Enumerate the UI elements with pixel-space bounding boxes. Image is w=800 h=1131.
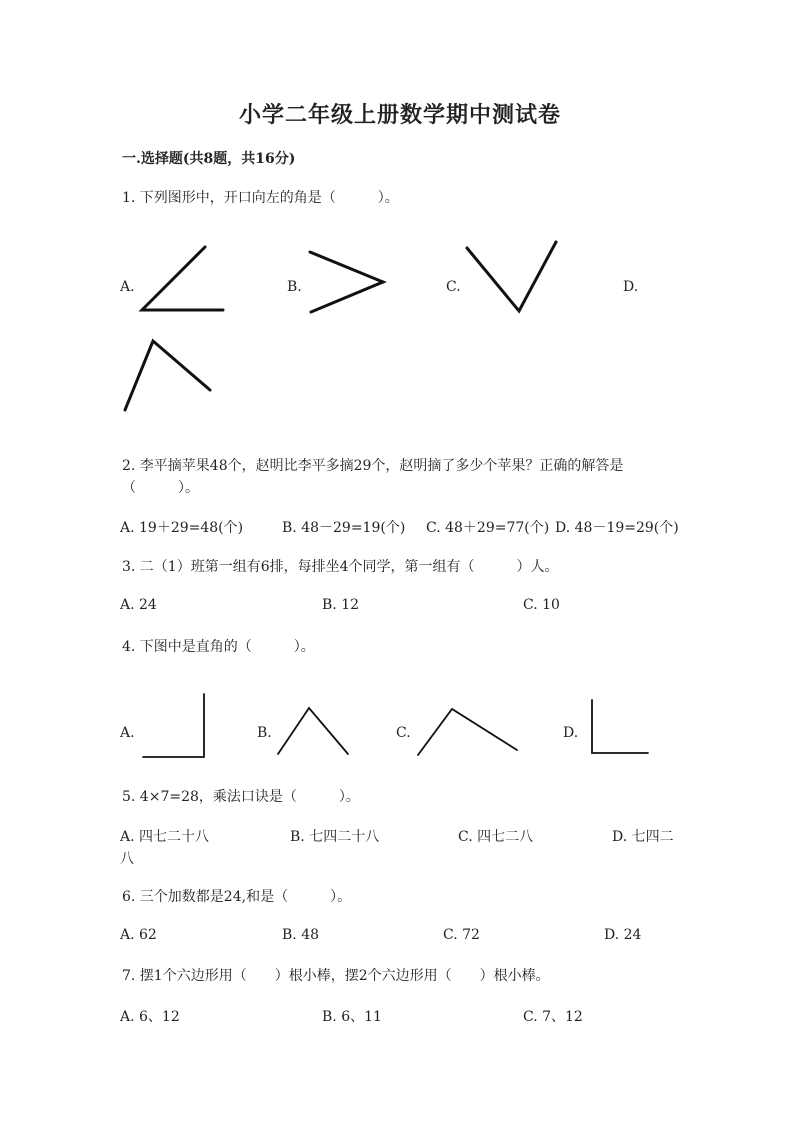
q6-option-a: A. 62 xyxy=(120,927,157,943)
q3-option-a: A. 24 xyxy=(120,597,157,613)
question-1-stem: 1. 下列图形中，开口向左的角是（ ）。 xyxy=(122,190,399,206)
q1-option-d-label: D. xyxy=(623,279,639,295)
q2-option-c: C. 48＋29=77(个) xyxy=(426,520,550,536)
q5-option-b: B. 七四二十八 xyxy=(290,829,380,845)
question-2-stem: 2. 李平摘苹果48个，赵明比李平多摘29个，赵明摘了多少个苹果？正确的解答是（ ）。 xyxy=(122,458,624,496)
q1-option-b-label: B. xyxy=(287,279,302,295)
question-6-stem: 6. 三个加数都是24,和是（ ）。 xyxy=(122,889,352,905)
page-title: 小学二年级上册数学期中测试卷 xyxy=(238,102,561,128)
q4-option-c-label: C. xyxy=(396,725,411,741)
q6-option-b: B. 48 xyxy=(282,927,320,943)
q5-option-c: C. 四七二八 xyxy=(458,829,534,845)
q1-option-c-label: C. xyxy=(446,279,461,295)
section-heading: 一.选择题(共8题，共16分) xyxy=(122,151,296,167)
q3-option-b: B. 12 xyxy=(322,597,360,613)
question-3-stem: 3. 二（1）班第一组有6排，每排坐4个同学，第一组有（ ）人。 xyxy=(122,559,559,575)
q3-option-c: C. 10 xyxy=(523,597,560,613)
q6-option-c: C. 72 xyxy=(443,927,480,943)
question-7-stem: 7. 摆1个六边形用（ ）根小棒，摆2个六边形用（ ）根小棒。 xyxy=(122,968,550,984)
q1-option-a-label: A. xyxy=(120,279,135,295)
q2-option-b: B. 48－29=19(个) xyxy=(282,520,406,536)
question-4-stem: 4. 下图中是直角的（ ）。 xyxy=(122,639,315,655)
q7-option-a: A. 6、12 xyxy=(120,1009,180,1025)
q2-option-d: D. 48－19=29(个) xyxy=(555,520,679,536)
q2-option-a: A. 19＋29=48(个) xyxy=(120,520,244,536)
q5-option-d-continued: 八 xyxy=(120,851,134,867)
q5-option-d: D. 七四二 xyxy=(612,829,674,845)
q4-option-b-label: B. xyxy=(257,725,272,741)
q6-option-d: D. 24 xyxy=(604,927,642,943)
q5-option-a: A. 四七二十八 xyxy=(120,829,210,845)
q4-option-a-label: A. xyxy=(120,725,135,741)
q7-option-b: B. 6、11 xyxy=(322,1009,382,1025)
question-5-stem: 5. 4×7=28，乘法口诀是（ ）。 xyxy=(122,789,360,805)
q7-option-c: C. 7、12 xyxy=(523,1009,583,1025)
q4-option-d-label: D. xyxy=(563,725,579,741)
